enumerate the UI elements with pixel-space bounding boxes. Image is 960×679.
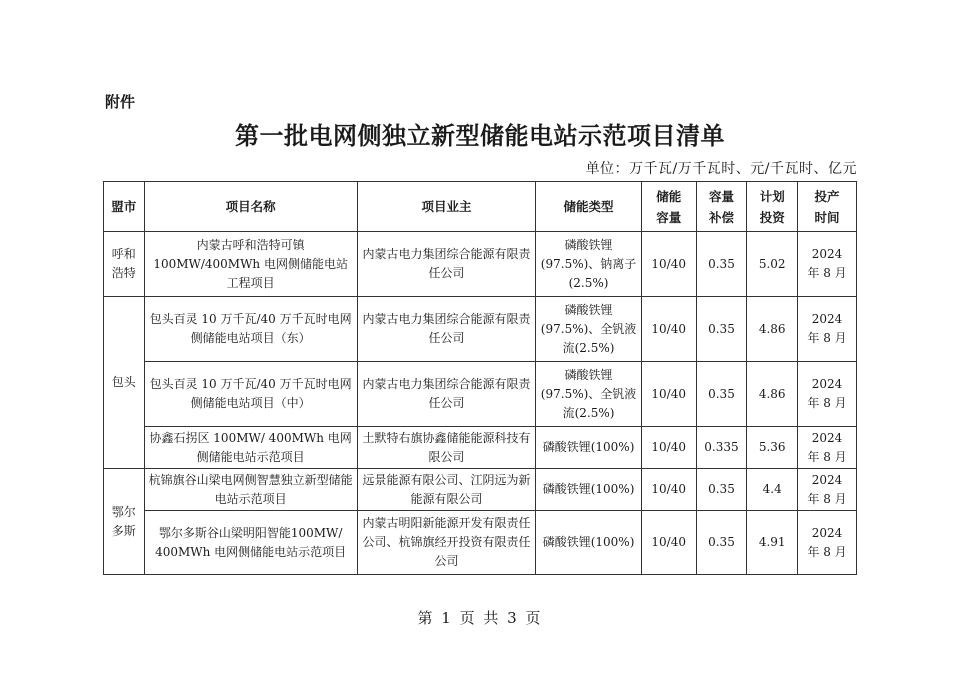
city-cell: 包头 (104, 297, 145, 469)
city-cell: 呼和 浩特 (104, 232, 145, 297)
investment-cell: 5.02 (747, 232, 798, 297)
header-project-owner: 项目业主 (357, 182, 536, 232)
capacity-cell: 10/40 (641, 297, 696, 362)
table-row (104, 297, 857, 362)
operation-time-cell: 2024 年 8 月 (798, 297, 857, 362)
storage-type-cell: 磷酸铁锂(97.5%)、钠离子(2.5%) (536, 232, 642, 297)
project-owner-cell: 内蒙古电力集团综合能源有限责任公司 (357, 297, 536, 362)
header-project-name: 项目名称 (144, 182, 357, 232)
project-name-cell: 协鑫石拐区 100MW/ 400MWh 电网侧储能电站示范项目 (144, 427, 357, 469)
compensation-cell: 0.35 (696, 297, 747, 362)
capacity-cell: 10/40 (641, 232, 696, 297)
compensation-cell: 0.35 (696, 232, 747, 297)
capacity-cell: 10/40 (641, 469, 696, 511)
storage-type-cell: 磷酸铁锂(97.5%)、全钒液流(2.5%) (536, 362, 642, 427)
compensation-cell: 0.35 (696, 362, 747, 427)
compensation-cell: 0.35 (696, 511, 747, 575)
header-investment: 计划 投资 (747, 182, 798, 232)
table-header-row (104, 182, 857, 232)
table-row (104, 427, 857, 469)
project-owner-cell: 内蒙古电力集团综合能源有限责任公司 (357, 232, 536, 297)
investment-cell: 4.91 (747, 511, 798, 575)
operation-time-cell: 2024 年 8 月 (798, 232, 857, 297)
project-owner-cell: 土默特右旗协鑫储能能源科技有限公司 (357, 427, 536, 469)
header-city: 盟市 (104, 182, 145, 232)
project-owner-cell: 远景能源有限公司、江阴远为新能源有限公司 (357, 469, 536, 511)
project-name-cell: 内蒙古呼和浩特可镇100MW/400MWh 电网侧储能电站工程项目 (144, 232, 357, 297)
document-title: 第一批电网侧独立新型储能电站示范项目清单 (235, 122, 725, 150)
capacity-cell: 10/40 (641, 427, 696, 469)
project-name-cell: 杭锦旗谷山梁电网侧智慧独立新型储能电站示范项目 (144, 469, 357, 511)
header-storage-type: 储能类型 (536, 182, 642, 232)
attachment-label: 附件 (105, 93, 136, 111)
operation-time-cell: 2024 年 8 月 (798, 469, 857, 511)
investment-cell: 4.86 (747, 362, 798, 427)
header-operation-time: 投产 时间 (798, 182, 857, 232)
table-row (104, 511, 857, 575)
page-footer: 第 1 页 共 3 页 (417, 609, 543, 627)
project-owner-cell: 内蒙古明阳新能源开发有限责任公司、杭锦旗经开投资有限责任公司 (357, 511, 536, 575)
table-row (104, 469, 857, 511)
project-name-cell: 包头百灵 10 万千瓦/40 万千瓦时电网侧储能电站项目（东） (144, 297, 357, 362)
storage-type-cell: 磷酸铁锂(100%) (536, 469, 642, 511)
header-compensation: 容量 补偿 (696, 182, 747, 232)
operation-time-cell: 2024 年 8 月 (798, 511, 857, 575)
project-name-cell: 包头百灵 10 万千瓦/40 万千瓦时电网侧储能电站项目（中） (144, 362, 357, 427)
storage-type-cell: 磷酸铁锂(97.5%)、全钒液流(2.5%) (536, 297, 642, 362)
capacity-cell: 10/40 (641, 362, 696, 427)
project-owner-cell: 内蒙古电力集团综合能源有限责任公司 (357, 362, 536, 427)
operation-time-cell: 2024 年 8 月 (798, 427, 857, 469)
investment-cell: 4.4 (747, 469, 798, 511)
storage-type-cell: 磷酸铁锂(100%) (536, 427, 642, 469)
unit-note: 单位：万千瓦/万千瓦时、元/千瓦时、亿元 (585, 161, 857, 177)
investment-cell: 4.86 (747, 297, 798, 362)
project-table (103, 181, 857, 575)
header-capacity: 储能 容量 (641, 182, 696, 232)
operation-time-cell: 2024 年 8 月 (798, 362, 857, 427)
capacity-cell: 10/40 (641, 511, 696, 575)
investment-cell: 5.36 (747, 427, 798, 469)
project-name-cell: 鄂尔多斯谷山梁明阳智能100MW/ 400MWh 电网侧储能电站示范项目 (144, 511, 357, 575)
compensation-cell: 0.35 (696, 469, 747, 511)
city-cell: 鄂尔 多斯 (104, 469, 145, 575)
storage-type-cell: 磷酸铁锂(100%) (536, 511, 642, 575)
table-row (104, 232, 857, 297)
compensation-cell: 0.335 (696, 427, 747, 469)
table-row (104, 362, 857, 427)
